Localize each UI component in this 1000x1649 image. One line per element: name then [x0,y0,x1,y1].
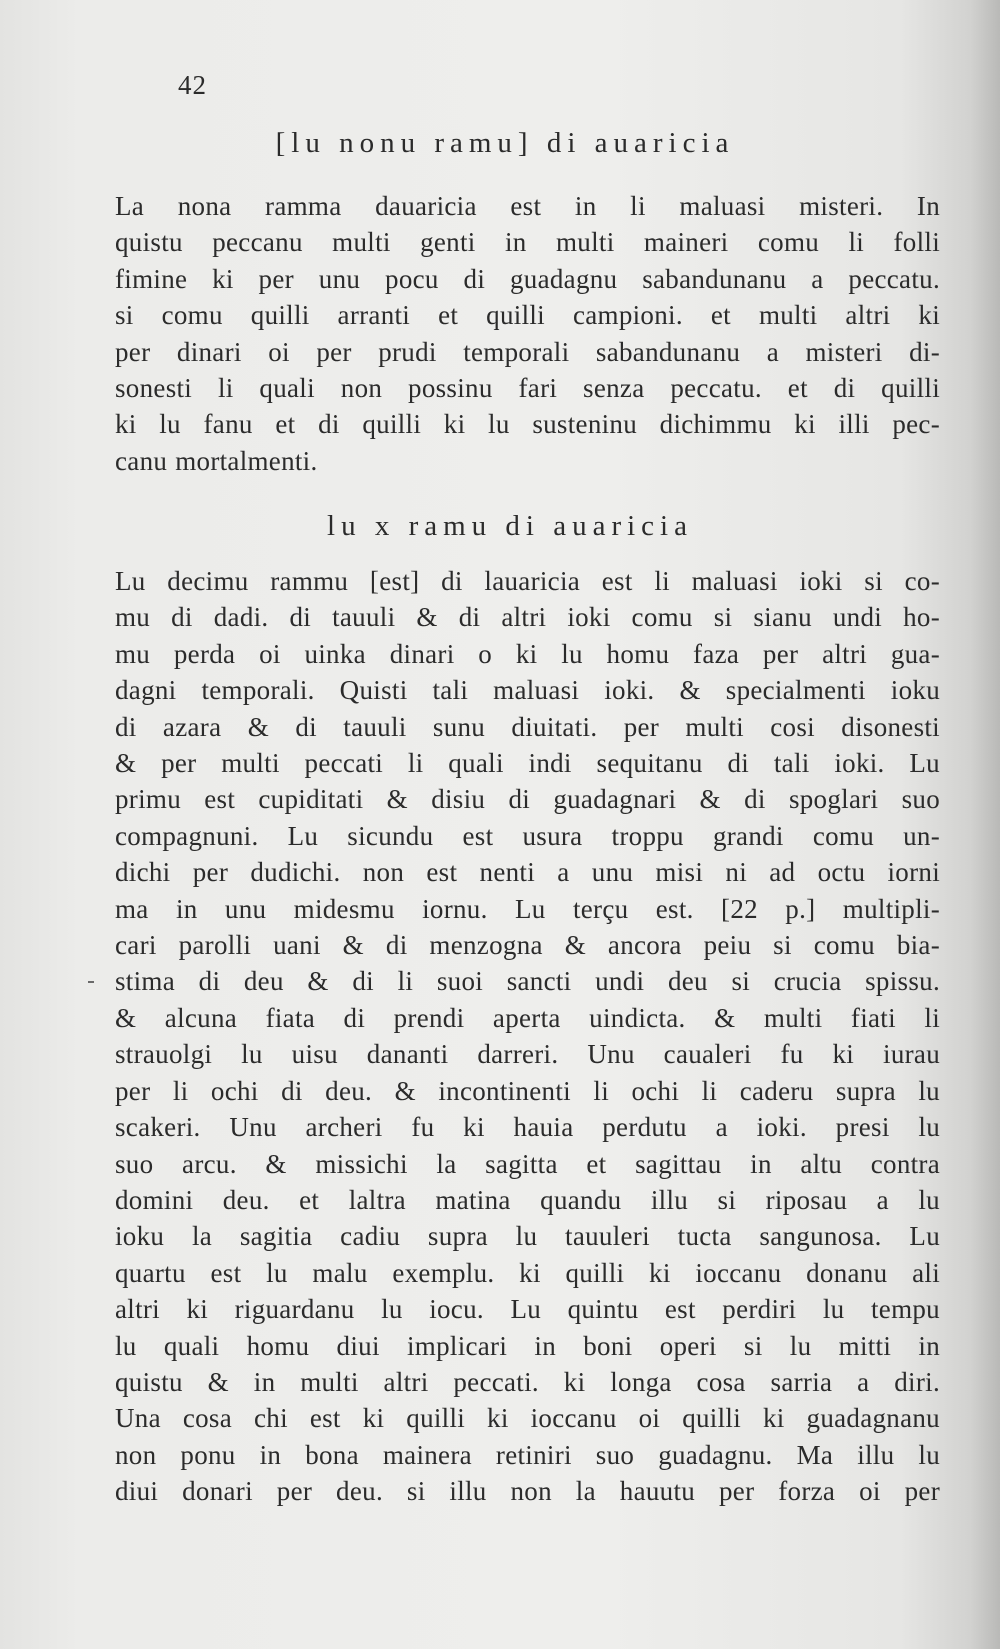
text-line: altri ki riguardanu lu iocu. Lu quintu est perdiri lu tempu [115,1294,940,1325]
text-line: cari parolli uani & di menzogna & ancora peiu si comu bia- [115,930,940,961]
text-line: dichi per dudichi. non est nenti a unu misi ni ad octu iorni [115,857,940,888]
text-line: quistu peccanu multi genti in multi maineri comu li folli [115,227,940,258]
section-heading-nonu-ramu: [lu nonu ramu] di auaricia [275,127,735,159]
text-line: non ponu in bona mainera retiniri suo guadagnu. Ma illu lu [115,1439,940,1470]
page-number: 42 [178,70,207,100]
paragraph-nonu-ramu [115,188,940,479]
text-line: canu mortalmenti. [115,445,318,476]
text-line: per li ochi di deu. & incontinenti li ochi li caderu supra lu [115,1075,940,1106]
text-line: diui donari per deu. si illu non la hauutu per forza oi per [115,1476,940,1507]
text-line: & alcuna fiata di prendi aperta uindicta. & multi fiati li [115,1002,940,1033]
text-line: stima di deu & di li suoi sancti undi deu si crucia spissu. [115,966,940,997]
text-line: scakeri. Unu archeri fu ki hauia perdutu a ioki. presi lu [115,1112,940,1143]
text-line: quartu est lu malu exemplu. ki quilli ki ioccanu donanu ali [115,1257,940,1288]
text-line: La nona ramma dauaricia est in li maluasi misteri. In [115,191,940,221]
text-line: quistu & in multi altri peccati. ki longa cosa sarria a diri. [115,1366,940,1397]
text-line: primu est cupiditati & disiu di guadagnari & di spoglari suo [115,784,940,815]
text-line: & per multi peccati li quali indi sequitanu di tali ioki. Lu [115,748,940,779]
text-line: suo arcu. & missichi la sagitta et sagittau in altu contra [115,1148,940,1179]
text-line: ioku la sagitia cadiu supra lu tauuleri tucta sangunosa. Lu [115,1221,940,1252]
text-line: Lu decimu rammu [est] di lauaricia est li maluasi ioki si co- [115,566,940,596]
text-line: si comu quilli arranti et quilli campioni. et multi altri ki [115,300,940,331]
text-line: di azara & di tauuli sunu diuitati. per multi cosi disonesti [115,711,940,742]
text-line: dagni temporali. Quisti tali maluasi ioki. & specialmenti ioku [115,675,940,706]
text-line: domini deu. et laltra matina quandu illu si riposau a lu [115,1184,940,1215]
text-line: mu perda oi uinka dinari o ki lu homu faza per altri gua- [115,638,940,669]
paragraph-x-ramu [115,563,940,1510]
text-line: lu quali homu diui implicari in boni operi si lu mitti in [115,1330,940,1361]
text-line: compagnuni. Lu sicundu est usura troppu grandi comu un- [115,820,940,851]
text-line: strauolgi lu uisu dananti darreri. Unu caualeri fu ki iurau [115,1039,940,1070]
text-line: mu di dadi. di tauuli & di altri ioki comu si sianu undi ho- [115,602,940,633]
text-line: per dinari oi per prudi temporali sabandunanu a misteri di- [115,336,940,367]
text-line: ma in unu midesmu iornu. Lu terçu est. [22 p.] multipli- [115,893,940,924]
text-line: Una cosa chi est ki quilli ki ioccanu oi quilli ki guadagnanu [115,1403,940,1434]
text-line: ki lu fanu et di quilli ki lu susteninu dichimmu ki illi pec- [115,409,940,440]
margin-mark [88,981,94,983]
section-heading-x-ramu: lu x ramu di auaricia [327,510,693,542]
text-line: sonesti li quali non possinu fari senza peccatu. et di quilli [115,373,940,404]
text-line: fimine ki per unu pocu di guadagnu sabandunanu a peccatu. [115,263,940,294]
